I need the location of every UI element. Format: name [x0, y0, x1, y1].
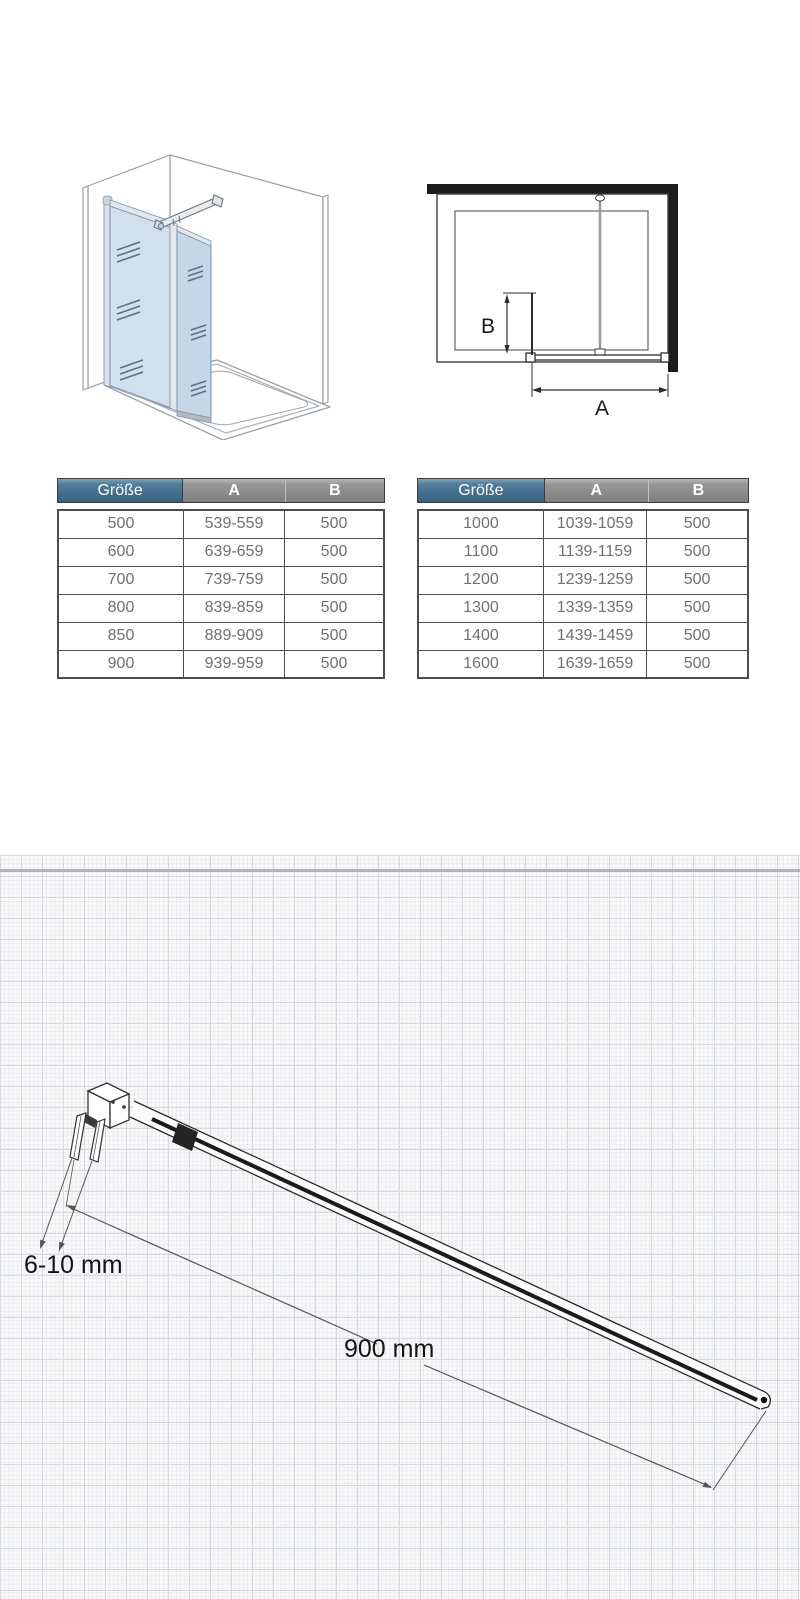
table-row [58, 594, 384, 622]
table-cell: 900 [58, 650, 184, 678]
table-cell: 500 [285, 510, 384, 538]
table-cell: 500 [647, 594, 748, 622]
table-cell: 500 [647, 650, 748, 678]
table-cell: 839-859 [184, 594, 285, 622]
isometric-shower-diagram [60, 130, 400, 440]
header-a: A [183, 479, 285, 502]
wall-profile [104, 202, 110, 387]
table-cell: 1300 [418, 594, 543, 622]
dim-a-label: A [594, 397, 610, 420]
table-cell: 850 [58, 622, 184, 650]
table-cell: 1600 [418, 650, 543, 678]
table-cell: 1639-1659 [543, 650, 646, 678]
table-cell: 1439-1459 [543, 622, 646, 650]
table-cell: 800 [58, 594, 184, 622]
glass-clamp [70, 1113, 105, 1162]
dim-b-label: B [480, 315, 496, 338]
header-groesse: Größe [57, 479, 183, 502]
table-row [58, 622, 384, 650]
table-cell: 939-959 [184, 650, 285, 678]
size-table-right-body [417, 509, 749, 679]
graph-paper-section [0, 855, 800, 1599]
stabilizer-bar [130, 1101, 770, 1409]
size-table-left-body [57, 509, 385, 679]
dim-a [532, 363, 668, 397]
table-cell: 700 [58, 566, 184, 594]
table-cell: 500 [647, 622, 748, 650]
dim-b [505, 294, 510, 354]
glass-thickness-dim [40, 1158, 92, 1251]
size-table-left-header [57, 478, 385, 503]
table-cell: 500 [285, 622, 384, 650]
table-row [418, 622, 748, 650]
stabilizer-bar-drawing [0, 855, 800, 1599]
plan-support-bar [595, 195, 605, 356]
header-a: A [545, 479, 648, 502]
size-table-left [57, 478, 385, 679]
table-row [58, 510, 384, 538]
bar-length-dim [66, 1160, 766, 1490]
table-cell: 1400 [418, 622, 543, 650]
header-b: B [285, 479, 385, 502]
table-cell: 1000 [418, 510, 543, 538]
header-b: B [648, 479, 749, 502]
glass-thickness-label: 6-10 mm [24, 1251, 123, 1279]
header-groesse: Größe [417, 479, 545, 502]
table-row [418, 650, 748, 678]
table-row [418, 510, 748, 538]
hinge-strip [170, 221, 177, 411]
table-cell: 539-559 [184, 510, 285, 538]
bar-length-label: 900 mm [344, 1335, 435, 1363]
table-cell: 600 [58, 538, 184, 566]
table-cell: 639-659 [184, 538, 285, 566]
table-row [418, 538, 748, 566]
table-row [58, 566, 384, 594]
table-cell: 500 [285, 594, 384, 622]
table-cell: 1239-1259 [543, 566, 646, 594]
table-cell: 500 [58, 510, 184, 538]
plan-glass-panel [503, 293, 669, 362]
size-table-right-header [417, 478, 749, 503]
table-cell: 500 [647, 538, 748, 566]
table-row [418, 594, 748, 622]
plan-walls [427, 184, 678, 372]
plan-view-diagram [415, 165, 760, 430]
table-cell: 889-909 [184, 622, 285, 650]
size-table-right [417, 478, 749, 679]
table-cell: 500 [647, 566, 748, 594]
table-cell: 1100 [418, 538, 543, 566]
table-cell: 1200 [418, 566, 543, 594]
tray-outline [437, 194, 668, 362]
table-cell: 739-759 [184, 566, 285, 594]
table-cell: 1339-1359 [543, 594, 646, 622]
table-cell: 500 [285, 538, 384, 566]
table-cell: 1139-1159 [543, 538, 646, 566]
table-row [58, 650, 384, 678]
table-cell: 500 [285, 566, 384, 594]
table-cell: 500 [285, 650, 384, 678]
table-cell: 1039-1059 [543, 510, 646, 538]
table-row [58, 538, 384, 566]
table-cell: 500 [647, 510, 748, 538]
table-row [418, 566, 748, 594]
